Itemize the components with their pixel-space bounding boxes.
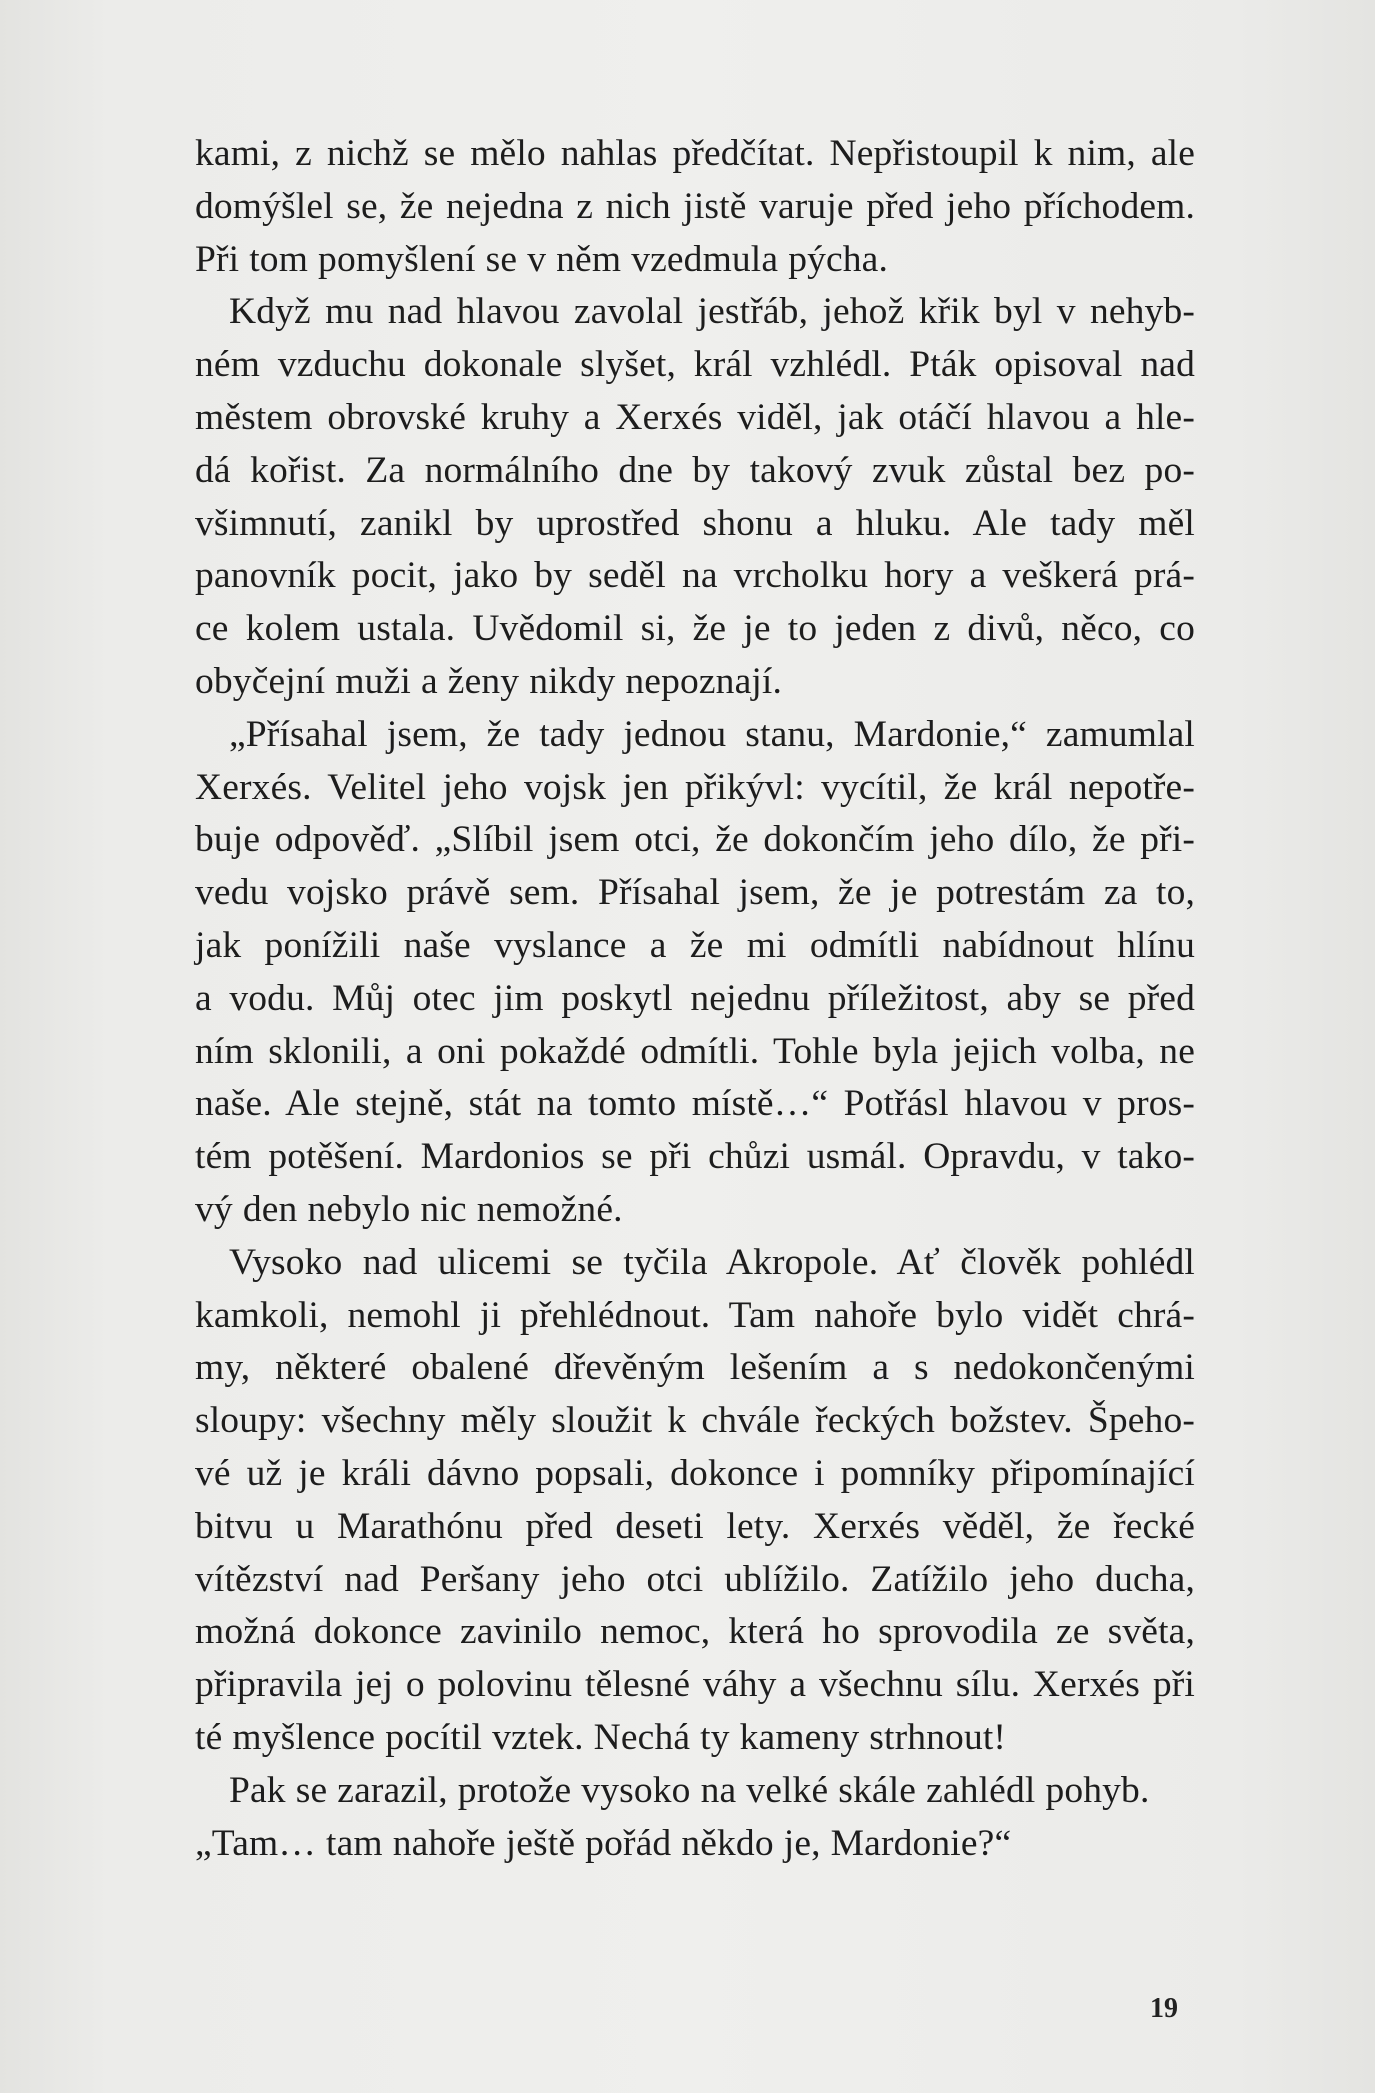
text-line: „Přísahal jsem, že tady jednou stanu, Mardonie,“ zamumlal (229, 713, 1195, 755)
text-line: Při tom pomyšlení se v něm vzedmula pýcha. (195, 238, 889, 280)
text-line: vé už je králi dávno popsali, dokonce i pomníky připomínající (195, 1452, 1195, 1494)
text-line: vedu vojsko právě sem. Přísahal jsem, že je potrestám za to, (195, 872, 1195, 914)
text-line: ce kolem ustala. Uvědomil si, že je to jeden z divů, něco, co (195, 608, 1195, 650)
text-line: sloupy: všechny měly sloužit k chvále řeckých božstev. Špeho- (195, 1400, 1195, 1442)
text-line: připravila jej o polovinu tělesné váhy a všechnu sílu. Xerxés při (195, 1664, 1195, 1706)
text-line: Xerxés. Velitel jeho vojsk jen přikývl: vycítil, že král nepotře- (195, 766, 1195, 808)
text-line: možná dokonce zavinilo nemoc, která ho sprovodila ze světa, (195, 1611, 1195, 1653)
text-line: vý den nebylo nic nemožné. (195, 1188, 623, 1230)
text-line: městem obrovské kruhy a Xerxés viděl, jak otáčí hlavou a hle- (195, 396, 1195, 438)
text-line: Pak se zarazil, protože vysoko na velké skále zahlédl pohyb. (229, 1769, 1150, 1811)
text-line: bitvu u Marathónu před deseti lety. Xerxés věděl, že řecké (195, 1505, 1195, 1547)
text-line: panovník pocit, jako by seděl na vrcholku hory a veškerá prá- (195, 555, 1195, 597)
page-number: 19 (1150, 1993, 1178, 2024)
text-line: jak ponížili naše vyslance a že mi odmítli nabídnout hlínu (195, 924, 1195, 966)
text-line: všimnutí, zanikl by uprostřed shonu a hluku. Ale tady měl (195, 502, 1195, 544)
text-line: ném vzduchu dokonale slyšet, král vzhlédl. Pták opisoval nad (195, 344, 1195, 386)
text-line: ním sklonili, a oni pokaždé odmítli. Tohle byla jejich volba, ne (195, 1030, 1195, 1072)
text-line: Vysoko nad ulicemi se tyčila Akropole. Ať člověk pohlédl (229, 1241, 1195, 1283)
text-line: obyčejní muži a ženy nikdy nepoznají. (195, 660, 783, 702)
text-line: a vodu. Můj otec jim poskytl nejednu příležitost, aby se před (195, 977, 1195, 1019)
text-line: tém potěšení. Mardonios se při chůzi usmál. Opravdu, v tako- (195, 1136, 1195, 1178)
body-text (195, 128, 1195, 1870)
text-line: domýšlel se, že nejedna z nich jistě varuje před jeho příchodem. (195, 185, 1195, 227)
text-line: kami, z nichž se mělo nahlas předčítat. Nepřistoupil k nim, ale (195, 133, 1195, 174)
text-line: kamkoli, nemohl ji přehlédnout. Tam nahoře bylo vidět chrá- (195, 1294, 1195, 1336)
text-line: buje odpověď. „Slíbil jsem otci, že dokončím jeho dílo, že při- (195, 819, 1195, 861)
text-line: Když mu nad hlavou zavolal jestřáb, jehož křik byl v nehyb- (229, 291, 1195, 333)
text-line: dá kořist. Za normálního dne by takový zvuk zůstal bez po- (195, 449, 1195, 491)
text-line: té myšlence pocítil vztek. Nechá ty kameny strhnout! (195, 1716, 1007, 1758)
text-line: vítězství nad Peršany jeho otci ublížilo. Zatížilo jeho ducha, (195, 1558, 1195, 1600)
text-line: naše. Ale stejně, stát na tomto místě…“ Potřásl hlavou v pros- (195, 1083, 1195, 1125)
text-line: „Tam… tam nahoře ještě pořád někdo je, Mardonie?“ (195, 1822, 1012, 1864)
text-line: my, některé obalené dřevěným lešením a s nedokončenými (195, 1347, 1195, 1389)
